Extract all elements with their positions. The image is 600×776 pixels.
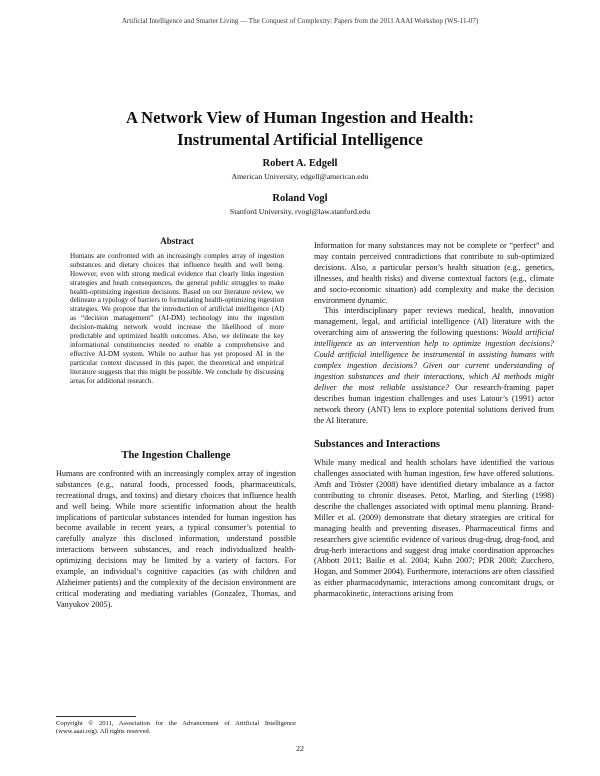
section1-paragraph-3 [314,306,554,426]
para3-italic-1: Would artificial intelligence as an intervention help to optimize ingestion decisions? Could artificial intelligence be instrumental in assisting humans with complex ingestion decisions? [314,328,554,370]
page-number: 22 [296,744,304,753]
author-affiliation: American University, edgell@american.edu [231,172,369,181]
running-head: Artificial Intelligence and Smarter Living — The Conquest of Complexity: Papers from the 2011 AAAI Workshop (WS-11-07) [121,17,479,25]
section1-paragraph-1: Humans are confronted with an increasingly complex array of ingestion substances (e.g., natural foods, processed foods, pharmaceuticals, recreational drugs, and toxins) and dietary choices that influence health and well being. While more scientific information about the health implications of particular substances intended for human ingestion has become available in recent years, a typical consumer’s potential to carefully analyze this disclosed information, understand possible interactions between substances, and reach individualized health-optimizing decisions may be limited by a variety of factors. For example, an individual’s cognitive capacities (as with children and Alzheimer patients) and the complexity of the decision environment are critical moderating and mediating variables (Gonzalez, Thomas, and Vanyukov 2005). [56,468,296,609]
title-line-1: A Network View of Human Ingestion and Health: [126,108,474,127]
section-heading-substances: Substances and Interactions [314,439,441,451]
para3-start: This interdisciplinary paper reviews medical, health, innovation management, legal, and artificial intelligence (AI) literature with the overarching aim of answering the following questions: [314,306,554,338]
paper-title [0,107,600,151]
author-2 [0,193,600,216]
section2-paragraph-1: While many medical and health scholars have identified the various challenges associated with human ingestion, few have offered solutions. Amft and Tröster (2008) have identified dietary imbalance as a factor contributing to chronic diseases. Petot, Marling, and Sterling (1998) describe the challenges associated with optimal menu planning. Brand-Miller et al. (2009) demonstrate that dietary strategies are critical for managing health and preventing diseases. Pharmaceutical firms and researchers give scientific evidence of various drug-drug, drug-food, and drug-herb interactions and suggest drug intake coordination approaches (Abbott 2011; Bailie et al. 2004; Kuhn 2007; PDR 2008; Zucchero, Hogan, and Sommer 2004). Furthermore, interactions are often classified as either pharmacodynamic, interactions among concomitant drugs, or pharmacokinetic, interactions arising from [314,458,554,599]
author-affiliation: Stanford University, rvogl@law.stanford.edu [229,207,371,216]
abstract-heading: Abstract [160,236,194,246]
abstract [70,237,284,386]
title-line-2: Instrumental Artificial Intelligence [177,130,423,149]
para3-italic-2: Given our current understanding of ingestion substances and their interactions, which AI methods might deliver the most reliable assistance? [314,360,554,392]
right-column [314,241,554,600]
section1-paragraph-2: Information for many substances may not be complete or “perfect” and may contain perceived contradictions that contribute to sub-optimized decisions. Also, a particular person’s health situation (e.g., genetics, illnesses, and health risks) and diverse contextual factors (e.g., climate and socio-economic situation) add complexity and make the decision environment dynamic. [314,241,554,305]
author-1 [0,158,600,181]
left-column [56,451,296,611]
author-name: Roland Vogl [272,193,328,204]
abstract-text: Humans are confronted with an increasingly complex array of ingestion substances and dietary choices that influence health and well being. However, even with strong medical evidence that clearly links ingestion strategies and heath consequences, the general public struggles to make health-optimizing ingestion decisions. Based on our literature review, we delineate a typology of barriers to formulating health-optimizing ingestion strategies. We propose that the introduction of artificial intelligence (AI) as “decision management” (AI-DM) technology into the ingestion decision-making network would increase the likelihood of more predictable and optimized health outcomes. Also, we delineate the key informational constituencies needed to enable a comprehensive and effective AI-DM system. While no author has yet proposed AI in the particular context discussed in this paper, the theoretical and empirical literature suggests that this might be possible. We conclude by discussing areas for additional research. [70,251,284,385]
para3-end: Our research-framing paper describes human ingestion challenges and uses Latour’s (1991) actor network theory (ANT) lens to explore potential solutions derived from the AI literature. [314,382,554,425]
copyright-notice: Copyright © 2011, Association for the Advancement of Artificial Intelligence (www.aaai.org). All rights reserved. [56,720,296,735]
footnote-rule [56,716,136,717]
section-heading-ingestion-challenge: The Ingestion Challenge [121,450,231,461]
author-name: Robert A. Edgell [262,158,338,169]
